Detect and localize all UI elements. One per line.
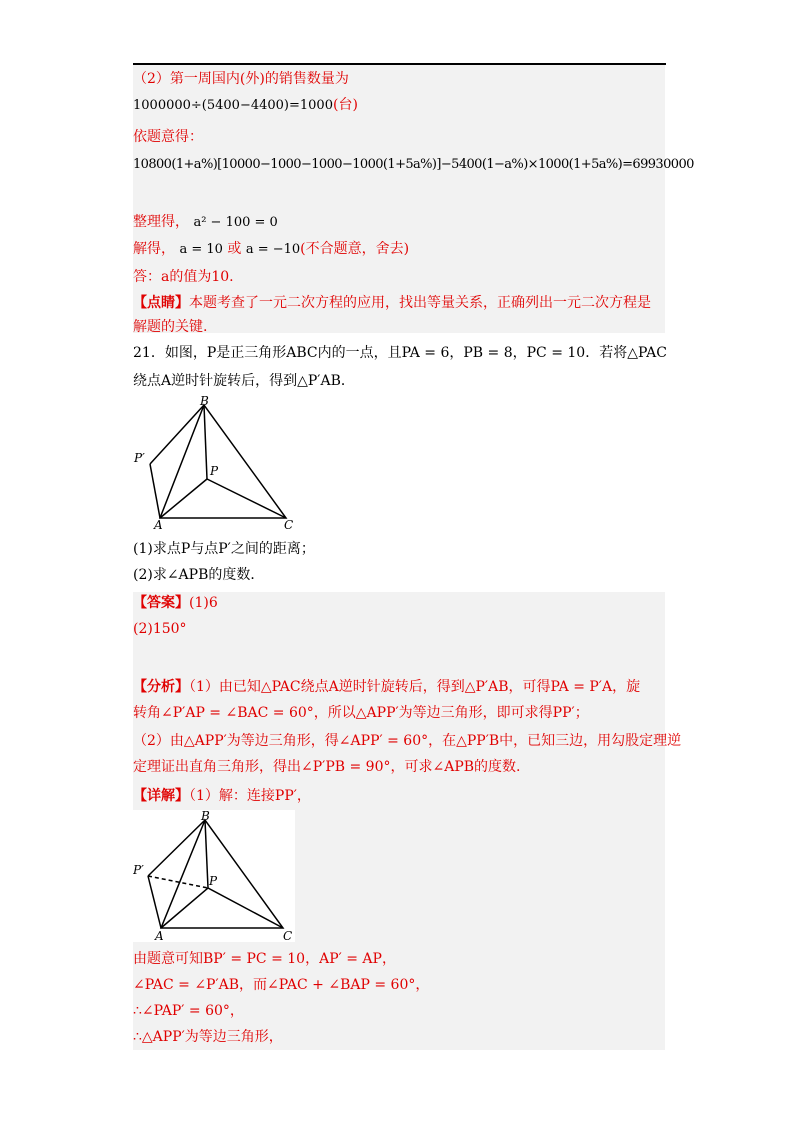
- segment-pc: [207, 479, 286, 518]
- label-c-2: C: [283, 929, 293, 942]
- calc-expression: 1000000÷(5400−4400)=1000: [133, 98, 333, 113]
- label-b: B: [200, 395, 209, 408]
- segment-bp-2: [205, 820, 208, 888]
- simplified-equation: a² − 100 = 0: [193, 215, 278, 230]
- discard-note: (不合题意，舍去): [300, 241, 410, 257]
- q21-stem-line-2: 绕点A逆时针旋转后，得到△P′AB．: [133, 373, 355, 389]
- analysis-tag: 【分析】: [133, 679, 189, 695]
- figure-2: [133, 810, 295, 942]
- segment-bp-prime: [150, 405, 204, 464]
- comment-text-1: 本题考查了一元二次方程的应用，找出等量关系，正确列出一元二次方程是: [189, 295, 651, 311]
- detail-tag: 【详解】: [133, 788, 189, 804]
- label-c: C: [284, 518, 294, 530]
- analysis-line-2: 转角∠P′AP = ∠BAC = 60°，所以△APP′为等边三角形，即可求得PP′；: [133, 705, 589, 721]
- solve-line: [133, 240, 409, 259]
- detail-line-1: [133, 787, 311, 805]
- q21-stem-line-1: 21．如图，P是正三角形ABC内的一点，且PA = 6，PB = 8，PC = 10．若将△PAC: [133, 345, 667, 361]
- detail-line-4: ∴∠PAP′ = 60°，: [133, 1003, 244, 1019]
- analysis-line-1: [133, 678, 640, 696]
- label-p-2: P: [209, 874, 218, 888]
- equation: 10800(1+a%)[10000−1000−1000−1000(1+5a%)]−5400(1−a%)×1000(1+5a%)=69930000: [133, 157, 694, 172]
- root-1: a = 10: [179, 242, 223, 257]
- label-p-prime-2: P′: [133, 863, 144, 877]
- segment-p-prime-a-2: [148, 876, 161, 928]
- comment-line-2: 解题的关键.: [133, 319, 208, 335]
- calc-line: [133, 96, 358, 115]
- segment-pc-2: [208, 888, 283, 928]
- solve-label: 解得，: [133, 241, 175, 257]
- answer-20: 答：a的值为10.: [133, 269, 234, 285]
- comment-line-1: [133, 294, 651, 312]
- q21-sub-1: (1)求点P与点P′之间的距离；: [133, 541, 315, 557]
- answer-1: (1)6: [189, 595, 218, 611]
- or-word: 或: [227, 241, 242, 257]
- answer-line: [133, 594, 218, 612]
- analysis-line-3: （2）由△APP′为等边三角形，得∠APP′ = 60°，在△PP′B中，已知三边，用勾股定理逆: [133, 733, 682, 749]
- triangle-abc: [160, 405, 286, 518]
- label-b-2: B: [201, 810, 210, 823]
- part2-header: （2）第一周国内(外)的销售数量为: [133, 71, 349, 87]
- header-rule: [133, 63, 666, 65]
- simplify-line: [133, 213, 278, 232]
- simplify-label: 整理得，: [133, 214, 189, 230]
- figure-1: [132, 395, 302, 530]
- comment-tag: 【点睛】: [133, 295, 189, 311]
- detail-line-2: 由题意可知BP′ = PC = 10，AP′ = AP，: [133, 951, 396, 967]
- detail-line-3: ∠PAC = ∠P′AB，而∠PAC + ∠BAP = 60°，: [133, 977, 430, 993]
- label-p: P: [210, 464, 219, 478]
- analysis-text-1: （1）由已知△PAC绕点A逆时针旋转后，得到△P′AB，可得PA = P′A，旋: [189, 679, 641, 695]
- answer-2: (2)150°: [133, 621, 187, 637]
- label-p-prime: P′: [134, 451, 145, 465]
- by-problem-label: 依题意得：: [133, 129, 203, 145]
- detail-line-5: ∴△APP′为等边三角形，: [133, 1029, 283, 1045]
- root-2: a = −10: [245, 242, 301, 257]
- segment-ap-2: [161, 888, 208, 928]
- label-a: A: [154, 518, 163, 530]
- answer-tag: 【答案】: [133, 595, 189, 611]
- segment-bp-prime-2: [148, 820, 205, 876]
- segment-bp: [204, 405, 207, 479]
- label-a-2: A: [155, 929, 164, 942]
- analysis-line-4: 定理证出直角三角形，得出∠P′PB = 90°，可求∠APB的度数.: [133, 759, 521, 775]
- calc-unit: (台): [332, 97, 358, 113]
- detail-text-1: （1）解：连接PP′，: [189, 788, 311, 804]
- segment-p-prime-a: [150, 464, 160, 518]
- q21-sub-2: (2)求∠APB的度数．: [133, 567, 265, 583]
